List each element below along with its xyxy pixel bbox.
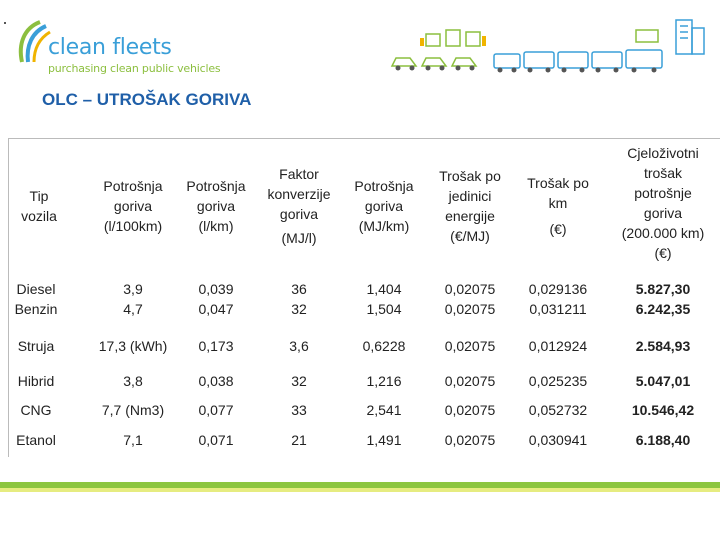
- cell-tip: Hibrid: [17, 373, 55, 389]
- header-cell-tip: [9, 139, 69, 273]
- header-cell-mjkm: [341, 139, 427, 273]
- cell-text: 0,02075: [444, 301, 496, 317]
- header-text: km: [548, 195, 568, 211]
- cell-eurmj: [427, 273, 513, 325]
- cell-lkm: [175, 273, 257, 325]
- cell-faktor: 3,6: [289, 338, 309, 354]
- header-text: jedinici: [448, 188, 492, 204]
- cell-l100km: 3,8: [123, 373, 143, 389]
- cell-lifetime-cost: 10.546,42: [631, 402, 695, 418]
- cell-lifetime-cost: 5.047,01: [635, 373, 691, 389]
- cell-tip: CNG: [20, 402, 52, 418]
- header-text: goriva: [279, 206, 319, 222]
- cell-eurkm: [513, 273, 603, 325]
- cell-text: 32: [291, 301, 307, 317]
- cell-lkm: 0,077: [198, 402, 234, 418]
- footer-yellow-bar: [0, 488, 720, 492]
- header-text: (200.000 km): [621, 225, 705, 241]
- header-text: Faktor: [279, 166, 319, 182]
- header-text: Potrošnja: [103, 178, 163, 194]
- header-text: Trošak po: [439, 168, 501, 184]
- header-text: goriva: [113, 198, 153, 214]
- table-row: [9, 273, 720, 325]
- cell-text: 5.827,30: [635, 281, 691, 297]
- table-header-row: [9, 139, 720, 273]
- cell-text: 0,029136: [528, 281, 588, 297]
- cell-text: 6.242,35: [635, 301, 691, 317]
- header-cell-faktor: [255, 139, 343, 273]
- cell-text: 0,031211: [529, 301, 587, 317]
- cell-faktor: 32: [291, 373, 307, 389]
- cell-text: Benzin: [14, 301, 58, 317]
- cell-l100km: 7,1: [123, 432, 143, 448]
- header-text: potrošnje: [634, 185, 692, 201]
- table-row: [9, 425, 720, 455]
- cell-text: 0,02075: [444, 281, 496, 297]
- cell-lkm: 0,038: [198, 373, 234, 389]
- corner-dot: [4, 22, 6, 24]
- cell-text: 1,504: [366, 301, 402, 317]
- cell-mjkm: 2,541: [366, 402, 402, 418]
- header-text: (l/100km): [103, 218, 163, 234]
- page-title: OLC – UTROŠAK GORIVA: [42, 90, 252, 109]
- cell-text: 4,7: [123, 301, 143, 317]
- cell-l100km: 17,3 (kWh): [98, 338, 168, 354]
- cell-l100km: 7,7 (Nm3): [101, 402, 165, 418]
- cell-mjkm: [341, 273, 427, 325]
- cell-text: 3,9: [123, 281, 143, 297]
- cell-lkm: 0,173: [198, 338, 234, 354]
- cell-mjkm: 1,491: [366, 432, 402, 448]
- cell-text: 1,404: [366, 281, 402, 297]
- header-text: (l/km): [198, 218, 234, 234]
- fuel-cost-table: [8, 138, 720, 457]
- table-row: [9, 395, 720, 425]
- cell-lifetime-cost: [607, 273, 719, 325]
- clean-fleets-logo: [14, 18, 224, 78]
- header-text: goriva: [364, 198, 404, 214]
- header-text: (€): [549, 221, 567, 237]
- cell-eurkm: 0,052732: [528, 402, 588, 418]
- cell-lkm: 0,071: [198, 432, 234, 448]
- table-row: [9, 325, 720, 367]
- logo-name: clean fleets: [48, 35, 172, 60]
- header-text: goriva: [196, 198, 236, 214]
- cell-eurmj: 0,02075: [444, 402, 496, 418]
- cell-eurkm: 0,030941: [528, 432, 588, 448]
- cell-text: 0,047: [198, 301, 234, 317]
- table-row: [9, 367, 720, 395]
- cell-text: 0,039: [198, 281, 234, 297]
- header-text: (€): [654, 245, 672, 261]
- header-text: Potrošnja: [354, 178, 414, 194]
- cell-eurkm: 0,012924: [528, 338, 588, 354]
- cell-lifetime-cost: 6.188,40: [635, 432, 691, 448]
- header-text: (€/MJ): [450, 228, 490, 244]
- logo-tagline: purchasing clean public vehicles: [48, 62, 221, 75]
- header-cell-eurkm: [513, 139, 603, 273]
- header-text: trošak: [643, 165, 683, 181]
- header-text: goriva: [643, 205, 683, 221]
- cell-tip: Struja: [17, 338, 55, 354]
- header-text: energije: [445, 208, 495, 224]
- cell-mjkm: 1,216: [366, 373, 402, 389]
- header-text: Cjeloživotni: [627, 145, 699, 161]
- cell-faktor: 21: [291, 432, 307, 448]
- header-cell-eurmj: [427, 139, 513, 273]
- cell-eurkm: 0,025235: [528, 373, 588, 389]
- cell-l100km: [89, 273, 177, 325]
- cell-text: Diesel: [16, 281, 56, 297]
- cell-lifetime-cost: 2.584,93: [635, 338, 691, 354]
- cell-eurmj: 0,02075: [444, 432, 496, 448]
- cell-tip: Etanol: [16, 432, 56, 448]
- cell-faktor: [255, 273, 343, 325]
- header-text: Potrošnja: [186, 178, 246, 194]
- header-text: (MJ/l): [281, 230, 317, 246]
- cell-eurmj: 0,02075: [444, 338, 496, 354]
- header-cell-lifetime-cost: [607, 139, 719, 277]
- header-text: Tip: [29, 188, 49, 204]
- cell-tip: [3, 273, 69, 325]
- vehicles-illustration-icon: [386, 14, 712, 80]
- header-text: (MJ/km): [358, 218, 410, 234]
- cell-eurmj: 0,02075: [444, 373, 496, 389]
- header-text: Trošak po: [527, 175, 589, 191]
- cell-mjkm: 0,6228: [362, 338, 406, 354]
- header-cell-l100km: [89, 139, 177, 273]
- cell-text: 36: [291, 281, 307, 297]
- header-text: konverzije: [267, 186, 331, 202]
- cell-faktor: 33: [291, 402, 307, 418]
- header-cell-lkm: [175, 139, 257, 273]
- header-text: vozila: [21, 208, 57, 224]
